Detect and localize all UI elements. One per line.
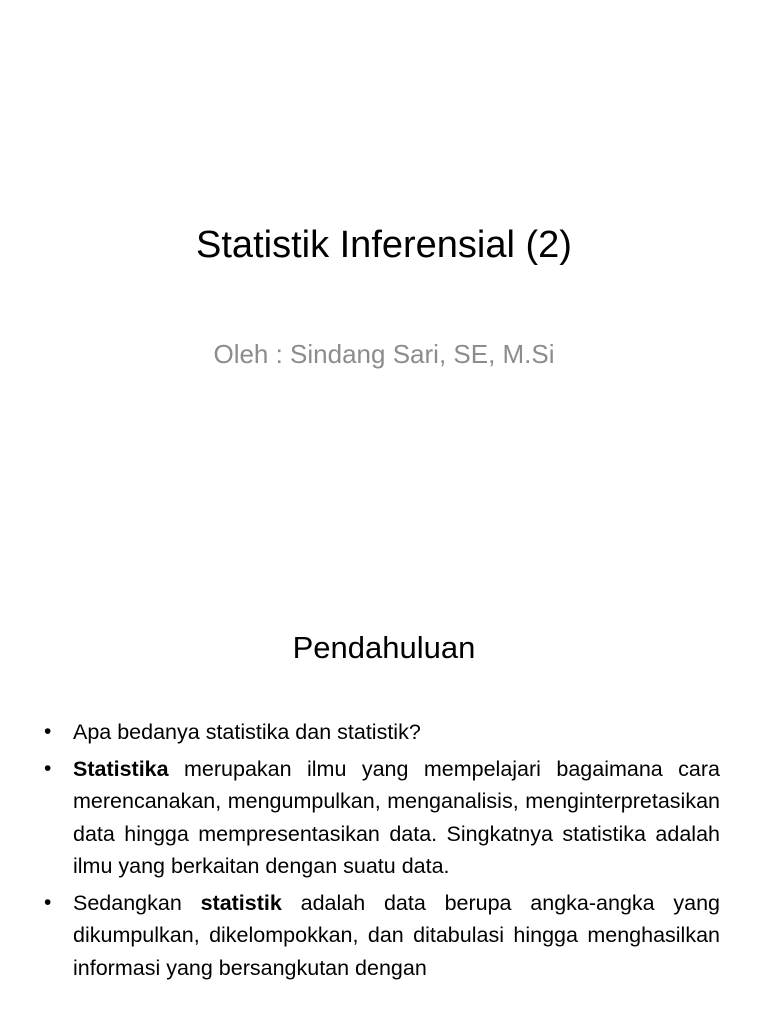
slide-title: Statistik Inferensial (2) — [196, 224, 572, 266]
bullet-item — [44, 887, 720, 985]
bullet-bold-term: statistik — [200, 890, 282, 915]
bullet-list — [44, 716, 720, 988]
bullet-icon: • — [44, 890, 52, 914]
bullet-text: Apa bedanya statistika dan statistik? — [73, 720, 421, 744]
bullet-prefix: Sedangkan — [73, 890, 201, 915]
bullet-bold-term: Statistika — [73, 756, 169, 781]
bullet-icon: • — [44, 756, 52, 780]
bullet-icon: • — [44, 720, 52, 743]
content-slide — [0, 576, 768, 1024]
bullet-item — [44, 716, 720, 749]
bullet-text: adalah data berupa angka-angka yang dikumpulkan, dikelompokkan, dan ditabulasi hingga menghasilkan informasi yang bersangkutan dengan — [73, 890, 721, 980]
slide-subtitle: Oleh : Sindang Sari, SE, M.Si — [213, 339, 555, 369]
bullet-text: merupakan ilmu yang mempelajari bagaimana cara merencanakan, mengumpulkan, menganalisis, menginterpretasikan data hingga mempresentasikan data. Singkatnya statistika adalah ilmu yang berkaitan dengan suatu data. — [73, 756, 720, 878]
slide-heading: Pendahuluan — [292, 630, 476, 665]
bullet-item — [44, 753, 720, 883]
